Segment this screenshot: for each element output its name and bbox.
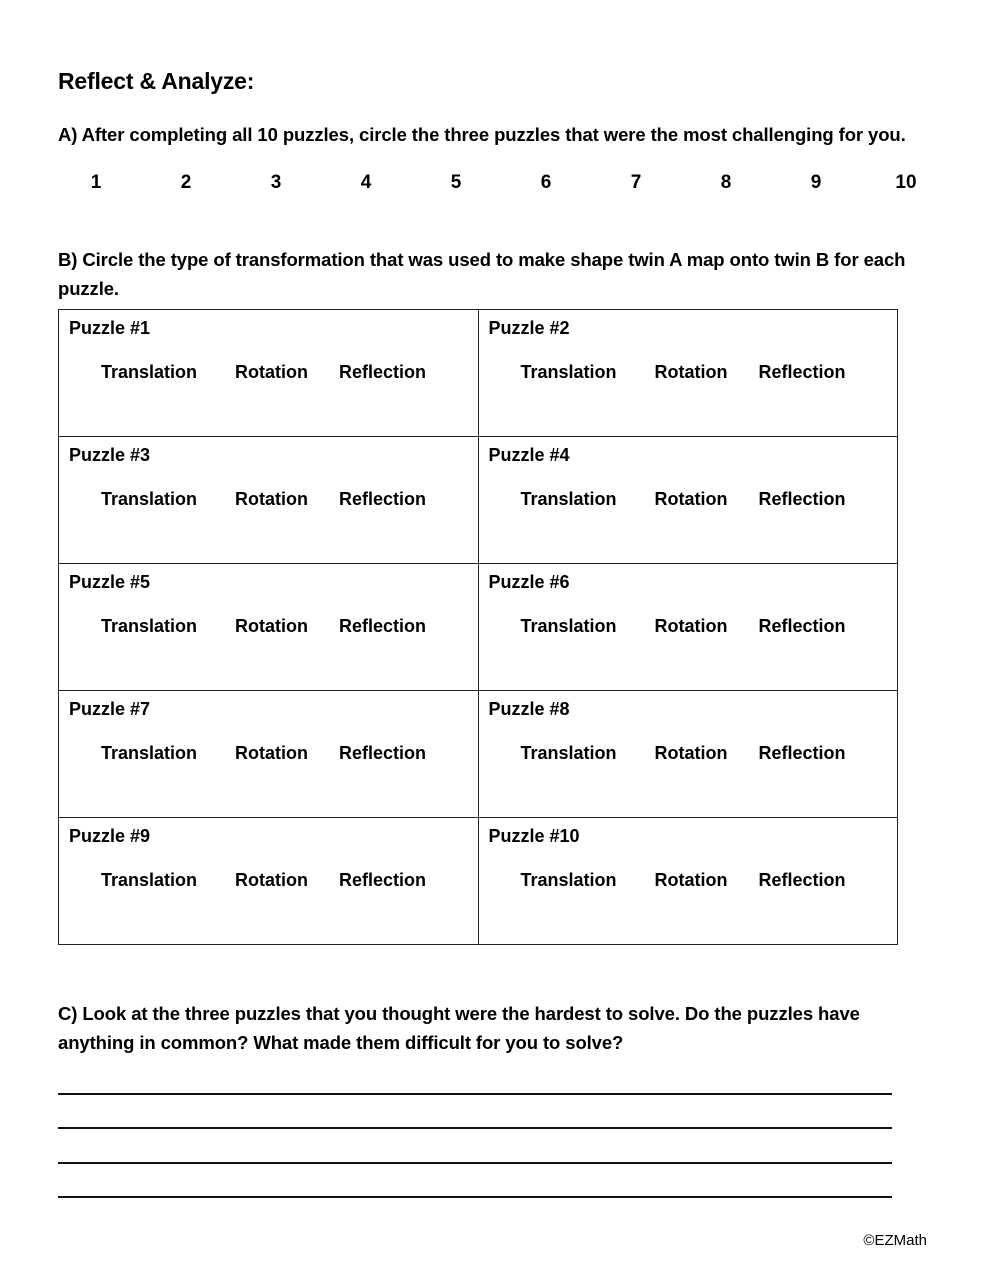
option-rotation[interactable]: Rotation [235,616,308,636]
puzzle-cell [59,691,479,818]
puzzle-cell-inner [479,691,898,817]
puzzle-number-2[interactable]: 2 [180,172,192,193]
option-rotation[interactable]: Rotation [654,616,728,636]
answer-line[interactable] [58,1095,892,1130]
puzzle-number-5[interactable]: 5 [450,172,462,193]
puzzle-cell [478,564,898,691]
transformation-options [489,870,908,894]
puzzle-cell [478,310,898,437]
option-translation[interactable]: Translation [520,362,617,382]
option-reflection[interactable]: Reflection [339,362,427,382]
puzzle-cell [59,818,479,945]
option-translation[interactable]: Translation [101,743,198,763]
puzzle-number-4[interactable]: 4 [360,172,372,193]
answer-line[interactable] [58,1164,892,1199]
answer-line[interactable] [58,1060,892,1095]
option-reflection[interactable]: Reflection [758,489,846,509]
option-rotation[interactable]: Rotation [235,743,308,763]
option-translation[interactable]: Translation [101,489,198,509]
answer-lines-group [58,1060,892,1198]
puzzle-cell [478,818,898,945]
puzzle-cell-inner [59,691,478,817]
transformation-options [69,362,488,386]
puzzle-number-1[interactable]: 1 [90,172,102,193]
transformation-options [489,616,908,640]
option-translation[interactable]: Translation [101,870,198,890]
answer-line[interactable] [58,1129,892,1164]
transformation-options [69,870,488,894]
option-translation[interactable]: Translation [101,616,198,636]
prompt-b-text: B) Circle the type of transformation that was used to make shape twin A map onto twin B for each puzzle. [58,248,906,300]
option-reflection[interactable]: Reflection [758,870,846,890]
table-row [59,564,898,691]
puzzle-cell [59,310,479,437]
puzzle-cell-inner [59,818,478,944]
transformation-options [489,743,908,767]
puzzle-cell-inner [479,310,898,436]
transformation-options [69,616,488,640]
transformation-options [69,489,488,513]
puzzle-cell-inner [59,564,478,690]
transformation-options [489,489,908,513]
option-rotation[interactable]: Rotation [235,489,308,509]
option-translation[interactable]: Translation [520,616,617,636]
option-rotation[interactable]: Rotation [654,870,728,890]
transformation-options [69,743,488,767]
puzzle-cell [59,564,479,691]
puzzle-label: Puzzle #7 [69,699,151,719]
puzzle-cell-inner [59,310,478,436]
prompt-c-text: C) Look at the three puzzles that you thought were the hardest to solve. Do the puzzles have anything in common? What made them difficult for you to solve? [58,1002,860,1054]
puzzle-cell [478,437,898,564]
option-reflection[interactable]: Reflection [339,870,427,890]
puzzle-label: Puzzle #5 [69,572,151,592]
prompt-a-text: A) After completing all 10 puzzles, circle the three puzzles that were the most challenging for you. [58,123,906,145]
option-reflection[interactable]: Reflection [339,616,427,636]
option-rotation[interactable]: Rotation [654,743,728,763]
option-rotation[interactable]: Rotation [235,362,308,382]
option-rotation[interactable]: Rotation [654,489,728,509]
table-row [59,818,898,945]
puzzle-cell-inner [479,564,898,690]
transformation-table-body [59,310,898,945]
puzzle-cell [478,691,898,818]
page-title: Reflect & Analyze: [58,68,255,95]
puzzle-label: Puzzle #8 [488,699,570,719]
puzzle-label: Puzzle #3 [69,445,151,465]
option-reflection[interactable]: Reflection [339,489,427,509]
puzzle-label: Puzzle #10 [488,826,580,846]
option-reflection[interactable]: Reflection [758,616,846,636]
puzzle-number-3[interactable]: 3 [270,172,282,193]
option-reflection[interactable]: Reflection [339,743,427,763]
puzzle-label: Puzzle #4 [488,445,570,465]
puzzle-label: Puzzle #1 [69,318,151,338]
puzzle-number-8[interactable]: 8 [720,172,732,193]
puzzle-cell-inner [59,437,478,563]
option-reflection[interactable]: Reflection [758,362,846,382]
table-row [59,691,898,818]
option-translation[interactable]: Translation [520,870,617,890]
table-row [59,310,898,437]
option-translation[interactable]: Translation [101,362,198,382]
puzzle-number-9[interactable]: 9 [810,172,822,193]
transformation-table [58,309,898,945]
puzzle-cell-inner [479,437,898,563]
option-rotation[interactable]: Rotation [235,870,308,890]
option-translation[interactable]: Translation [520,489,617,509]
puzzle-cell-inner [479,818,898,944]
footer-copyright: ©EZMath [863,1232,927,1249]
option-rotation[interactable]: Rotation [654,362,728,382]
puzzle-number-7[interactable]: 7 [630,172,642,193]
puzzle-label: Puzzle #9 [69,826,151,846]
option-reflection[interactable]: Reflection [758,743,846,763]
option-translation[interactable]: Translation [520,743,617,763]
puzzle-number-scale [58,172,917,198]
table-row [59,437,898,564]
puzzle-cell [59,437,479,564]
puzzle-number-10[interactable]: 10 [895,172,917,193]
puzzle-number-6[interactable]: 6 [540,172,552,193]
puzzle-label: Puzzle #2 [488,318,570,338]
transformation-options [489,362,908,386]
puzzle-label: Puzzle #6 [488,572,570,592]
